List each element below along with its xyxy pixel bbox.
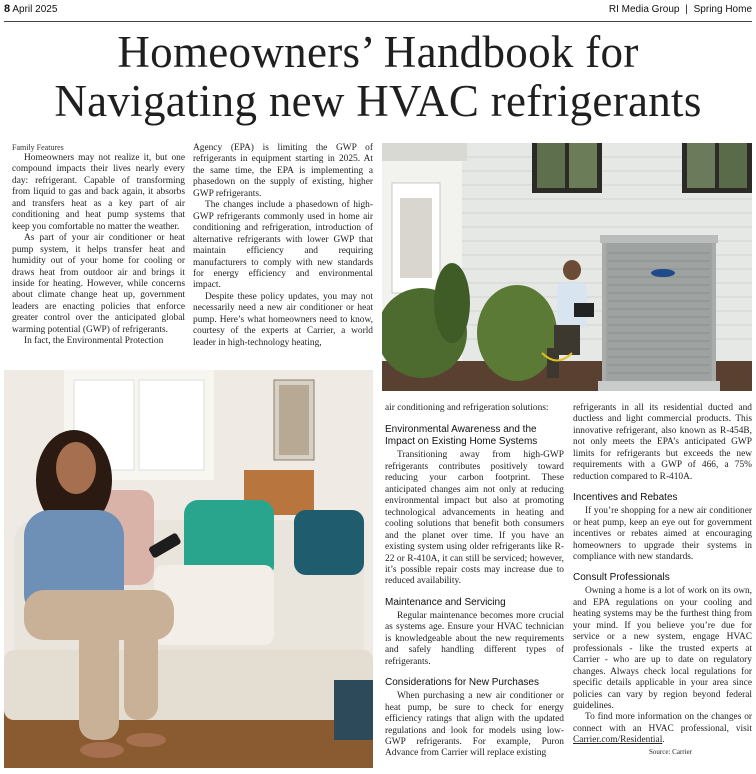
headline-line-1: Homeowners’ Handbook for [117,27,639,77]
page-header [4,3,752,19]
paragraph: Homeowners may not realize it, but one compound impacts their lives nearly every day: refrigerant. Capable of transforming from liquid to gas and back again, it absorbs and transfers heat as a key part of air conditioning and heat pump systems that keep you comfortable no matter the weather. [12,153,185,232]
paragraph: The changes include a phasedown of high-GWP refrigerants commonly used in home air conditioning and refrigeration, introduction of alternative refrigerants with lower GWP that maintain efficiency and requiring manufacturers to comply with new standards for energy efficiency and environmental impact. [193,200,373,291]
page-number: 8 [4,3,11,15]
article-column-4 [573,403,752,758]
woman-sofa-photo [4,370,373,768]
paragraph: In fact, the Environmental Protection [24,336,164,347]
closing-text: To find more information on the changes or connect with an HVAC professional, visit [573,712,752,734]
publisher-name: RI Media Group [608,4,680,15]
paragraph: air conditioning and refrigeration solutions: [385,403,549,413]
source-credit: Source: Carrier [649,747,692,756]
paragraph: refrigerants in all its residential ducted and ductless and light commercial products. This innovative refrigerant, also known as R-454B, not only meets the EPA’s anticipated GWP limits for refrigerants but exceeds the new requirements with a GWP of 466, a 75% reduction compared to R-410A. [573,403,752,482]
section-heading: Maintenance and Servicing [385,596,506,608]
header-rule [4,21,752,22]
issue-date: April 2025 [12,4,58,15]
section-heading: Incentives and Rebates [573,492,678,504]
headline-line-2: Navigating new HVAC refrigerants [54,76,702,126]
paragraph: Transitioning away from high-GWP refrigerants contributes positively toward reducing your carbon footprint. These anticipated changes aim not only at reducing environmental impact but also at promoting technological advancements in heating and cooling solutions that benefit both consumers and the planet over time. If you have an existing system using older refrigerants like R-22 or R-410A, it can still be serviced; however, it’s possible repair costs may increase due to reduced availability. [385,450,564,587]
paragraph: Agency (EPA) is limiting the GWP of refrigerants in equipment starting in 2025. At the same time, the EPA is implementing a phasedown on the supply of existing, higher GWP refrigerants. [193,143,373,199]
paragraph: Owning a home is a lot of work on its own, and EPA regulations on your cooling and heating systems may be the furthest thing from your mind. If you believe you’re due for service or a new system, engage HVAC professionals - like the trusted experts at Carrier - who are up to date on regulatory changes. Always check local regulations for specific details applicable in your area since policies can vary by region beyond federal guidelines. [573,586,752,711]
section-heading: Consult Professionals [573,572,670,584]
paragraph: When purchasing a new air conditioner or heat pump, be sure to check for energy efficiency ratings that align with the updated regulations and look for models using low-GWP refrigerants. For example, Puron Advance from Carrier will replace existing [385,691,564,759]
paragraph: Despite these policy updates, you may not necessarily need a new air conditioner or heat pump. Here’s what homeowners need to know, courtesy of the experts at Carrier, a world leader in high-technology heating, [193,291,373,348]
article-column-2 [193,143,373,349]
section-heading: Environmental Awareness and the Impact on Existing Home Systems [385,424,538,448]
header-separator: | [685,4,688,15]
header-right [609,4,752,15]
paragraph: As part of your air conditioner or heat pump system, it helps transfer heat and humidity out of your home for cooling or draws heat from outdoor air and brings it inside for heating. However, while concerns about climate change heat up, government leaders are enacting policies that enforce greater control over the anticipated global warming potential (GWP) of refrigerants. [12,233,185,335]
article-column-1 [12,143,185,348]
closing-paragraph [573,712,752,746]
ac-unit-photo [382,143,752,391]
section-heading: Considerations for New Purchases [385,677,539,689]
link-period: . [662,735,665,746]
headline [0,28,756,126]
paragraph: If you’re shopping for a new air conditioner or heat pump, keep an eye out for government incentives or rebates aimed at encouraging homeowners to upgrade their systems in compliance with new standards. [573,506,752,562]
article-column-3 [385,403,564,760]
paragraph: Regular maintenance becomes more crucial as systems age. Ensure your HVAC technician is knowledgeable about the new requirements and safely handling different types of refrigerants. [385,610,564,667]
living-room-illustration [4,370,373,768]
section-name: Spring Home [693,4,752,15]
carrier-website-link[interactable]: Carrier.com/Residential [573,735,663,746]
kicker: Family Features [12,143,64,152]
ac-unit-illustration [382,143,752,391]
